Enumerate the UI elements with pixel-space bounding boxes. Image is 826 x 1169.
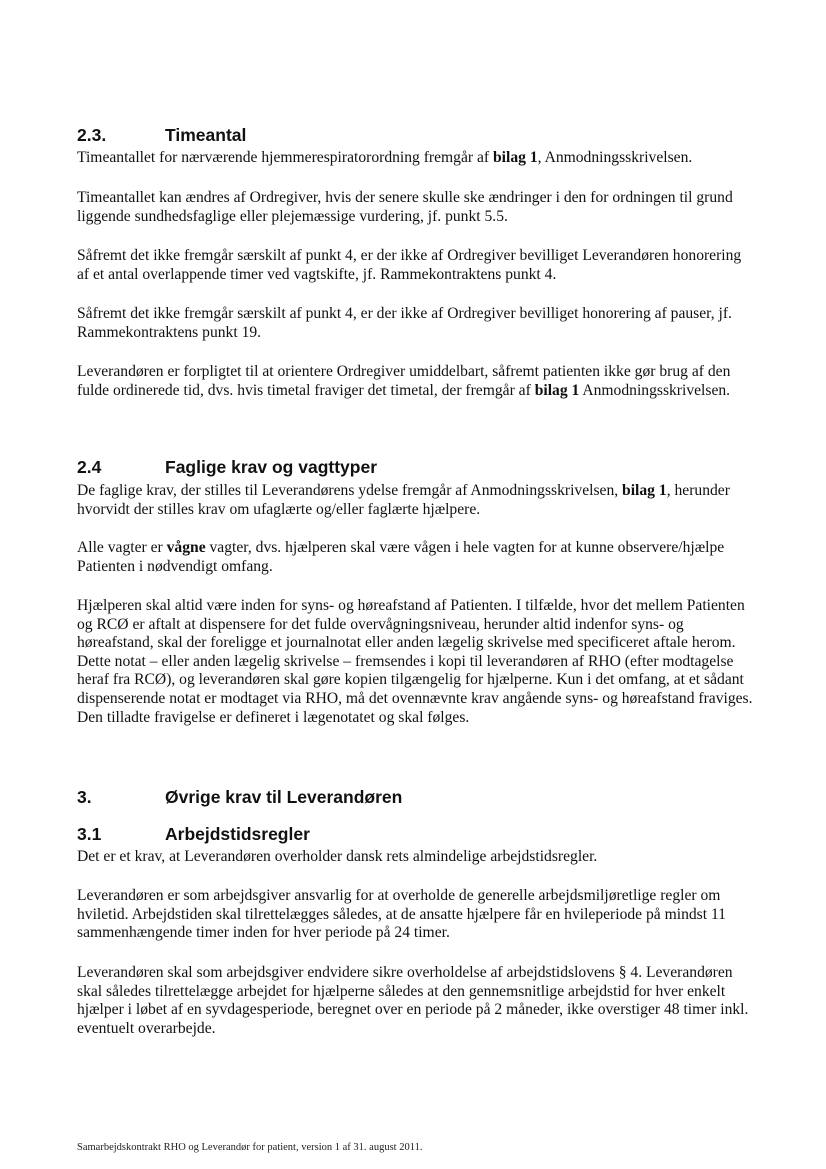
heading-number: 2.3. — [77, 125, 107, 145]
paragraph: Leverandøren er som arbejdsgiver ansvarlig for at overholde de generelle arbejdsmiljøretlige regler om hviletid. Arbejdstiden skal tilrettelægges således, at de ansatte hjælpere får en hvileperiode på mindst 11 sammenhængende timer inden for hver periode på 24 timer. — [77, 887, 726, 942]
heading-3-1 — [77, 823, 310, 845]
paragraph: Leverandøren skal som arbejdsgiver endvidere sikre overholdelse af arbejdstidslovens § 4. Leverandøren skal således tilrettelægge arbejdet for hjælperne således at den gennemsnitlige arbejdstid for hver enkelt hjælper i løbet af en syvdagesperiode, beregnet over en periode på 2 måneder, ikke overstiger 48 timer inkl. eventuelt overarbejde. — [77, 964, 749, 1037]
bold-text: vågne — [166, 539, 206, 556]
text: Anmodningsskrivelsen. — [579, 381, 731, 399]
bold-text: bilag 1 — [534, 381, 580, 399]
text: vagter, dvs. hjælperen skal være vågen i hele vagten for at kunne observere/hjælpe Patienten i nødvendigt omfang. — [77, 539, 725, 575]
paragraph — [77, 482, 757, 519]
text: , herunder hvorvidt der stilles krav om ufaglærte og/eller faglærte hjælpere. — [77, 482, 730, 518]
paragraph — [77, 363, 757, 400]
heading-2-3 — [77, 124, 246, 146]
heading-title: Øvrige krav til Leverandøren — [165, 787, 403, 807]
paragraph: Såfremt det ikke fremgår særskilt af punkt 4, er der ikke af Ordregiver bevilliget honorering af pauser, jf. Rammekontraktens punkt 19. — [77, 305, 732, 341]
heading-number: 3. — [77, 787, 92, 807]
text: , Anmodningsskrivelsen. — [537, 149, 693, 166]
heading-title: Arbejdstidsregler — [165, 824, 310, 844]
paragraph: Timeantallet kan ændres af Ordregiver, hvis der senere skulle ske ændringer i den for ordningen til grund liggende sundhedsfaglige eller plejemæssige vurdering, jf. punkt 5.5. — [77, 189, 733, 225]
paragraph — [77, 539, 757, 576]
paragraph — [77, 149, 757, 168]
heading-title: Timeantal — [165, 125, 247, 145]
paragraph: Hjælperen skal altid være inden for syns- og høreafstand af Patienten. I tilfælde, hvor det mellem Patienten og RCØ er aftalt at dispensere for det fulde overvågningsniveau, herunder altid indenfor syns- og høreafstand, skal der foreligge et journalnotat eller anden lægelig skrivelse med specificeret aftale herom. Dette notat – eller anden lægelig skrivelse – fremsendes i kopi til leverandøren af RHO (efter modtagelse heraf fra RCØ), og leverandøren skal gøre kopien tilgængelig for hjælperne. Kun i det omfang, at et sådant dispenserende notat er modtaget via RHO, må det ovennævnte krav angående syns- og høreafstand fraviges. Den tilladte fravigelse er defineret i lægenotatet og skal følges. — [77, 597, 753, 726]
text: De faglige krav, der stilles til Leverandørens ydelse fremgår af Anmodningsskrivelsen, — [77, 482, 623, 499]
text: Alle vagter er — [77, 539, 167, 556]
paragraph: Det er et krav, at Leverandøren overholder dansk rets almindelige arbejdstidsregler. — [77, 848, 598, 865]
text: Timeantallet for nærværende hjemmerespiratorordning fremgår af — [77, 149, 493, 166]
text: Leverandøren er forpligtet til at orientere Ordregiver umiddelbart, såfremt patienten ikke gør brug af den fulde ordinerede tid, dvs. hvis timetal fraviger det timetal, der fremgår af — [77, 363, 731, 399]
heading-number: 3.1 — [77, 824, 102, 844]
heading-3 — [77, 786, 402, 808]
paragraph: Såfremt det ikke fremgår særskilt af punkt 4, er der ikke af Ordregiver bevilliget Leverandøren honorering af et antal overlappende timer ved vagtskifte, jf. Rammekontraktens punkt 4. — [77, 247, 742, 283]
heading-2-4 — [77, 456, 377, 478]
heading-title: Faglige krav og vagttyper — [165, 457, 378, 477]
bold-text: bilag 1 — [622, 482, 667, 499]
bold-text: bilag 1 — [493, 149, 538, 166]
page-footer: Samarbejdskontrakt RHO og Leverandør for patient, version 1 af 31. august 2011. — [77, 1142, 423, 1153]
heading-number: 2.4 — [77, 457, 102, 477]
